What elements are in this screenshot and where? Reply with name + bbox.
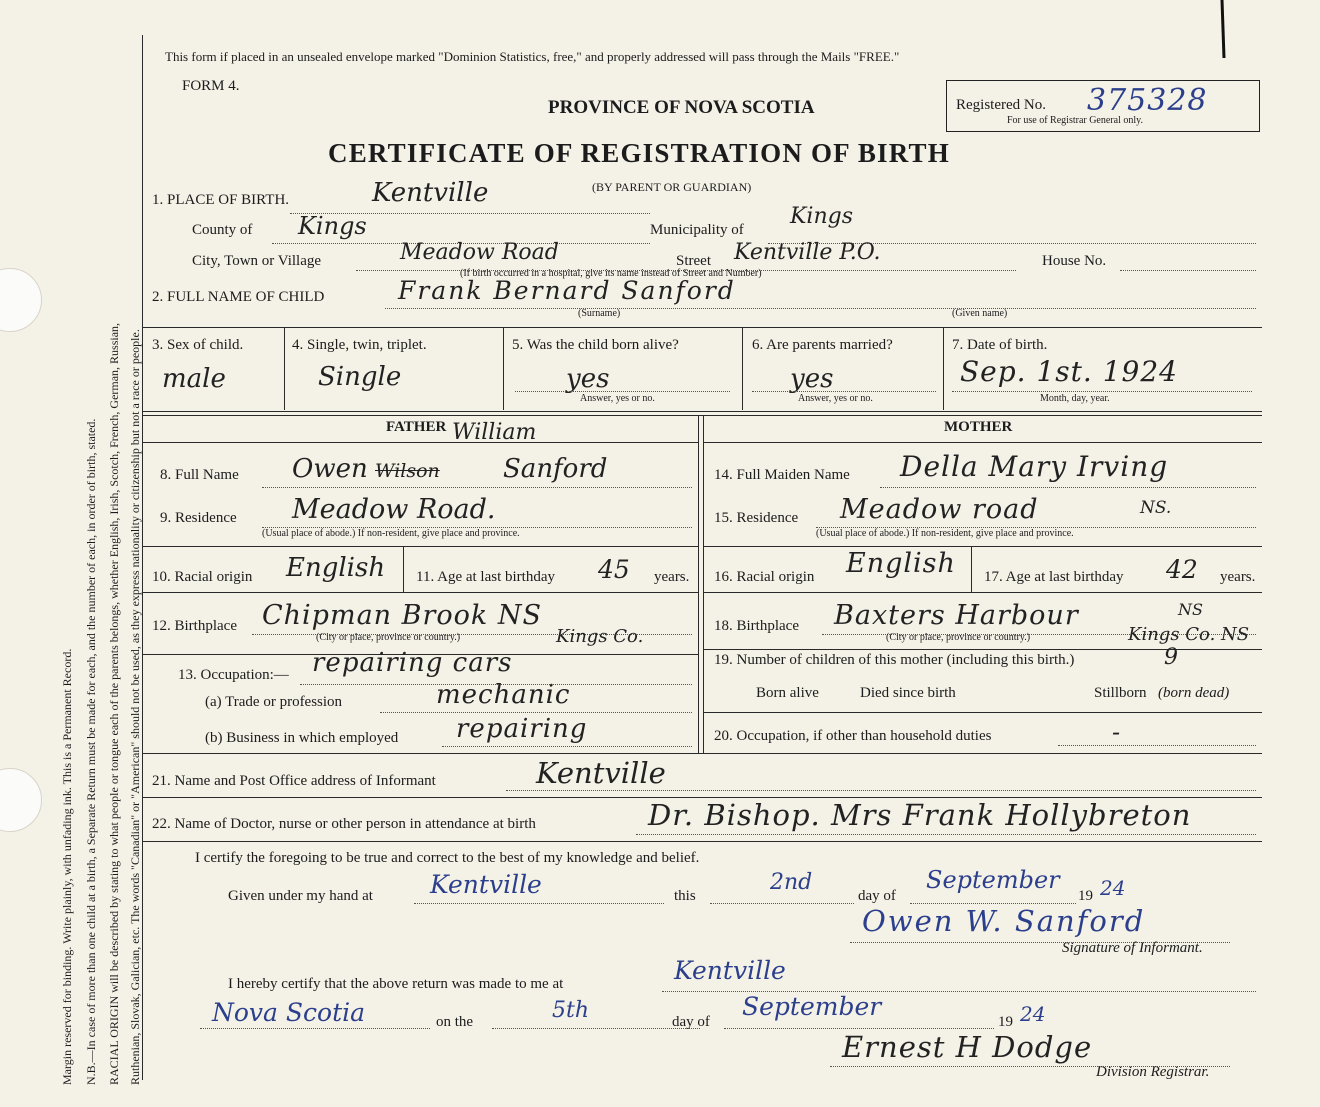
doctor-label: 22. Name of Doctor, nurse or other person in attendance at birth xyxy=(152,816,536,832)
mother-racial-label: 16. Racial origin xyxy=(714,569,815,585)
father-last-name: Sanford xyxy=(503,454,608,484)
margin-note-racial-origin: RACIAL ORIGIN will be described by stating to what people or tongue each of the parents belongs, whether English, Irish, Scotch, French, German, Russian, xyxy=(107,322,121,1085)
child-name-value: Frank Bernard Sanford xyxy=(398,276,736,305)
house-number-line xyxy=(1120,270,1256,271)
registrar-on-the-label: on the xyxy=(436,1014,474,1030)
rule-below-headings xyxy=(142,442,698,443)
divider-married-date xyxy=(943,328,944,410)
father-birthplace-value: Chipman Brook NS xyxy=(262,600,542,631)
hospital-note: (If birth occurred in a hospital, give its name instead of Street and Number) xyxy=(460,268,762,279)
father-city-note: (City or place, province or country.) xyxy=(316,632,461,643)
rule-below-headings-mother xyxy=(703,442,1262,443)
mother-racial-value: English xyxy=(846,548,956,579)
father-years-label: years. xyxy=(654,569,690,585)
registered-value: 375328 xyxy=(1087,83,1208,118)
child-name-label: 2. FULL NAME OF CHILD xyxy=(152,289,325,305)
parents-married-label: 6. Are parents married? xyxy=(752,337,893,353)
mother-birthplace-value: Baxters Harbour xyxy=(834,600,1079,631)
mother-heading: MOTHER xyxy=(944,419,1013,435)
mother-birthplace-label: 18. Birthplace xyxy=(714,618,799,634)
municipality-label: Municipality of xyxy=(650,222,744,238)
this-label: this xyxy=(674,888,696,904)
mother-age-label: 17. Age at last birthday xyxy=(984,569,1124,585)
parents-married-value: yes xyxy=(790,364,834,394)
divider-father-mother-2 xyxy=(703,415,704,753)
father-racial-age-divider xyxy=(403,546,404,592)
born-alive-note: Answer, yes or no. xyxy=(580,393,655,404)
parents-married-line xyxy=(752,391,936,392)
rule-above-informant xyxy=(142,753,1262,754)
county-value: Kings xyxy=(298,212,367,240)
mother-rule-below-racial xyxy=(703,592,1262,593)
mother-age-value: 42 xyxy=(1166,555,1198,584)
pen-mark xyxy=(1218,0,1232,60)
post-office-value: Kentville P.O. xyxy=(734,240,881,265)
father-occupation-value: repairing cars xyxy=(312,648,513,678)
registrar-month-value: September xyxy=(742,992,882,1021)
child-name-line xyxy=(385,308,1256,309)
mother-stillborn-label: Stillborn xyxy=(1094,685,1147,701)
province-heading: PROVINCE OF NOVA SCOTIA xyxy=(548,97,815,118)
father-racial-label: 10. Racial origin xyxy=(152,569,253,585)
registrar-day-value: 5th xyxy=(552,998,590,1023)
form-number: FORM 4. xyxy=(182,78,240,94)
registrar-year-value: 24 xyxy=(1020,1002,1046,1026)
mother-children-label: 19. Number of children of this mother (including this birth.) xyxy=(714,652,1075,668)
informant-signature: Owen W. Sanford xyxy=(862,904,1146,938)
rule-above-sex-row xyxy=(142,327,1262,328)
margin-note-binding: Margin reserved for binding. Write plainly, with unfading ink. This is a Permanent Record. xyxy=(60,648,74,1085)
registrar-year-prefix: 19 xyxy=(998,1014,1013,1030)
registered-label: Registered No. xyxy=(956,97,1046,113)
father-occupation-label: 13. Occupation:— xyxy=(178,667,289,683)
date-of-birth-label: 7. Date of birth. xyxy=(952,337,1048,353)
doctor-value: Dr. Bishop. Mrs Frank Hollybreton xyxy=(648,798,1192,832)
mother-occupation-value: - xyxy=(1112,718,1121,746)
mother-city-note: (City or place, province or country.) xyxy=(886,632,1031,643)
single-twin-label: 4. Single, twin, triplet. xyxy=(292,337,427,353)
certificate-subtitle: (BY PARENT OR GUARDIAN) xyxy=(592,180,752,194)
father-racial-value: English xyxy=(286,553,386,583)
given-day-line xyxy=(710,903,854,904)
county-label: County of xyxy=(192,222,253,238)
informant-line xyxy=(506,790,1256,791)
registrar-certify-statement: I hereby certify that the above return was made to me at xyxy=(228,976,564,992)
registrar-place-value: Kentville xyxy=(674,956,786,985)
single-twin-value: Single xyxy=(318,362,402,392)
mother-years-label: years. xyxy=(1220,569,1256,585)
father-birthplace-extra: Kings Co. xyxy=(556,626,644,647)
margin-rule xyxy=(142,35,143,1080)
divider-alive-married xyxy=(742,328,743,410)
rule-above-parents xyxy=(142,411,1262,412)
father-residence-label: 9. Residence xyxy=(160,510,237,526)
mother-born-dead-note: (born dead) xyxy=(1158,685,1230,701)
father-birthplace-label: 12. Birthplace xyxy=(152,618,237,634)
father-struck-name: Wilson xyxy=(375,460,440,482)
rule-above-parents-2 xyxy=(142,415,1262,416)
mother-rule-above-occupation xyxy=(703,712,1262,713)
sex-value: male xyxy=(162,364,226,394)
father-trade-value: mechanic xyxy=(436,680,571,710)
mother-died-label: Died since birth xyxy=(860,685,956,701)
mother-occupation-line xyxy=(1058,745,1256,746)
surname-note: (Surname) xyxy=(578,308,621,319)
mother-rule-above-racial xyxy=(703,546,1262,547)
street-label: Street xyxy=(676,253,711,269)
registrar-month-line xyxy=(724,1028,994,1029)
municipality-value: Kings xyxy=(790,204,854,229)
mother-birthplace-extra: Kings Co. NS xyxy=(1128,624,1250,645)
given-place-line xyxy=(414,903,664,904)
given-day-of-label: day of xyxy=(858,888,896,904)
binding-margin xyxy=(0,0,140,1107)
date-of-birth-line xyxy=(952,391,1252,392)
parents-married-note: Answer, yes or no. xyxy=(798,393,873,404)
father-age-label: 11. Age at last birthday xyxy=(416,569,555,585)
margin-note-nationality: Ruthenian, Slovak, Galician, etc. The words "Canadian" or "American" should not be used, as they express nationality or citizenship but not a race or people. xyxy=(128,329,142,1085)
informant-label: 21. Name and Post Office address of Informant xyxy=(152,773,436,789)
mother-occupation-label: 20. Occupation, if other than household duties xyxy=(714,728,992,744)
certificate-title: CERTIFICATE OF REGISTRATION OF BIRTH xyxy=(328,138,950,168)
born-alive-value: yes xyxy=(566,364,610,394)
doctor-line xyxy=(636,834,1256,835)
father-age-value: 45 xyxy=(598,555,630,584)
given-day-value: 2nd xyxy=(770,870,813,895)
born-alive-label: 5. Was the child born alive? xyxy=(512,337,679,353)
registrar-day-line xyxy=(492,1028,700,1029)
mother-children-value: 9 xyxy=(1164,645,1178,670)
divider-sex-single xyxy=(284,328,285,410)
date-of-birth-note: Month, day, year. xyxy=(1040,393,1110,404)
mother-name-value: Della Mary Irving xyxy=(900,450,1169,483)
father-rule-above-racial xyxy=(142,546,698,547)
father-heading: FATHER xyxy=(386,419,447,435)
father-name-line xyxy=(262,487,692,488)
registrar-signature-label: Division Registrar. xyxy=(1096,1064,1210,1080)
given-label: Given under my hand at xyxy=(228,888,373,904)
father-business-value: repairing xyxy=(456,714,588,744)
registrar-place2-line xyxy=(200,1028,430,1029)
given-name-note: (Given name) xyxy=(952,308,1008,319)
rule-above-certification xyxy=(142,841,1262,842)
mother-birthplace-ns: NS xyxy=(1178,600,1203,619)
father-rule-below-racial xyxy=(142,592,698,593)
city-town-label: City, Town or Village xyxy=(192,253,322,269)
mother-born-alive-label: Born alive xyxy=(756,685,819,701)
place-of-birth-value: Kentville xyxy=(372,178,489,208)
born-alive-line xyxy=(515,391,730,392)
date-of-birth-value: Sep. 1st. 1924 xyxy=(960,355,1178,388)
father-trade-line xyxy=(380,712,692,713)
mail-notice: This form if placed in an unsealed envelope marked "Dominion Statistics, free," and properly addressed will pass through the Mails "FREE." xyxy=(165,49,900,64)
given-place-value: Kentville xyxy=(430,870,542,899)
mother-racial-age-divider xyxy=(971,546,972,592)
registrar-note: For use of Registrar General only. xyxy=(1007,115,1143,126)
punch-hole-top xyxy=(0,268,42,332)
father-trade-label: (a) Trade or profession xyxy=(205,694,343,710)
mother-name-line xyxy=(880,487,1256,488)
margin-note-multiple-births: N.B.—In case of more than one child at a birth, a Separate Return must be made for each, and the number of each, in order of birth, stated. xyxy=(84,418,98,1085)
informant-signature-label: Signature of Informant. xyxy=(1062,940,1203,956)
mother-residence-extra: NS. xyxy=(1140,498,1172,518)
mother-abode-note: (Usual place of abode.) If non-resident, give place and province. xyxy=(816,528,1074,539)
place-of-birth-label: 1. PLACE OF BIRTH. xyxy=(152,192,290,208)
father-residence-value: Meadow Road. xyxy=(292,494,496,525)
father-name-label: 8. Full Name xyxy=(160,467,239,483)
father-business-label: (b) Business in which employed xyxy=(205,730,399,746)
informant-value: Kentville xyxy=(536,756,666,790)
sex-label: 3. Sex of child. xyxy=(152,337,244,353)
divider-father-mother xyxy=(698,415,699,753)
mother-rule-below-birthplace xyxy=(703,649,1262,650)
mother-residence-value: Meadow road xyxy=(840,494,1039,525)
divider-single-alive xyxy=(503,328,504,410)
mother-name-label: 14. Full Maiden Name xyxy=(714,467,850,483)
father-abode-note: (Usual place of abode.) If non-resident, give place and province. xyxy=(262,528,520,539)
given-year-prefix: 19 xyxy=(1078,888,1093,904)
father-business-line xyxy=(442,746,692,747)
punch-hole-bottom xyxy=(0,768,42,832)
given-month-value: September xyxy=(926,866,1060,894)
street-value: Meadow Road xyxy=(400,240,559,265)
given-year-value: 24 xyxy=(1100,876,1126,900)
registrar-day-of-label: day of xyxy=(672,1014,710,1030)
registrar-place2-value: Nova Scotia xyxy=(212,998,366,1027)
father-name-insert: William xyxy=(452,420,537,445)
registrar-signature: Ernest H Dodge xyxy=(842,1030,1093,1064)
father-first-name: Owen xyxy=(292,454,368,484)
informant-certify-statement: I certify the foregoing to be true and correct to the best of my knowledge and belief. xyxy=(195,850,700,866)
registered-number-box xyxy=(946,80,1260,132)
mother-residence-label: 15. Residence xyxy=(714,510,799,526)
house-number-label: House No. xyxy=(1042,253,1107,269)
